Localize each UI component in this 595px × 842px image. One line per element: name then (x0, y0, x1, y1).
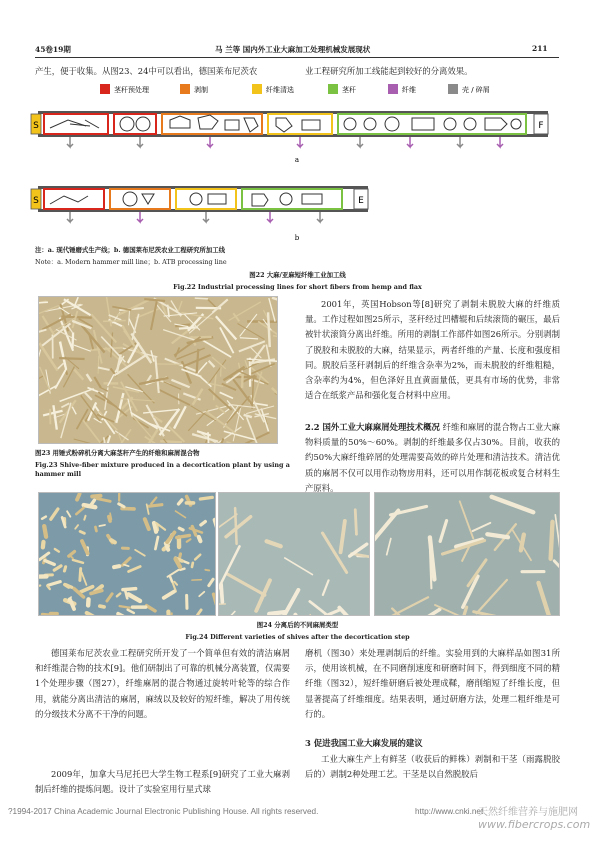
svg-text:a: a (294, 156, 300, 164)
manitoba-paragraph: 2009年，加拿大马尼托巴大学生物工程系[9]研究了工业大麻剥制后纤维的提炼问题。设计了实验室用行星式球 (35, 769, 290, 795)
svg-text:E: E (358, 196, 364, 206)
legend (100, 84, 490, 94)
flow-arrow (297, 137, 303, 147)
section-2-2-heading: 2.2 国外工业大麻麻屑处理技术概况 (305, 422, 440, 432)
svg-text:S: S (33, 121, 39, 131)
processing-line-b (31, 186, 368, 212)
legend-swatch (100, 84, 110, 94)
svg-text:b: b (294, 234, 300, 242)
fig22-caption-en: Fig.22 Industrial processing lines for short fibers from hemp and flax (173, 283, 422, 291)
fig23-caption-cn: 图23 用锤式粉碎机分离大麻茎秆产生的纤维和麻屑混合物 (35, 449, 200, 457)
fig24-caption-cn: 图24 分离后的不同麻屑类型 (256, 621, 339, 629)
watermark-cn: 天然纤维营养与施肥网 (478, 807, 578, 818)
legend-swatch (328, 84, 338, 94)
flow-arrow (357, 137, 363, 147)
flow-arrows-a (67, 137, 503, 147)
legend-label: 纤维 (402, 86, 416, 94)
processing-line-a (31, 111, 548, 137)
svg-text:S: S (33, 196, 39, 206)
fig22-note-cn: 注：a. 现代锤磨式生产线；b. 德国莱布尼茨农业工程研究所加工线 (35, 246, 226, 254)
hobson-paragraph: 2001年，英国Hobson等[8]研究了剥制未脱胶大麻的纤维质量。工作过程如图25所示，茎秆经过凹槽辊和后续滚筒的碾压，最后被针状滚筒分离出纤维。所用的剥制工作部件如图26所示。分别剥制了脱胶和未脱胶的大麻，结果显示，两者纤维的产量、长度和强度相同。脱胶后茎秆剥制后的纤维含杂率为2%，而未脱胶的纤维粗糙，含杂率约为4%，但色泽好且直黄面量低，更具有市场的优势，非常适合在纸浆产品和强化复合材料中应用。 (305, 299, 560, 401)
flow-arrow (267, 212, 273, 222)
legend-swatch (252, 84, 262, 94)
legend-label: 剥制 (194, 86, 208, 94)
flow-arrow (67, 212, 73, 222)
running-title: 马 兰等 国内外工业大麻加工处理机械发展现状 (215, 45, 371, 54)
section-3-text: 工业大麻生产上有鲜茎（收获后的鲜株）剥制和干茎（雨露脱胶后的）剥制2种处理工艺。干茎是以自然脱胶后 (305, 754, 560, 780)
fig22-caption-cn: 图22 大麻/亚麻短纤维工业加工线 (249, 271, 346, 279)
legend-label: 壳 / 碎屑 (462, 86, 490, 94)
section-2-2-text: 纤维和麻屑的混合物占工业大麻物料质量的50%～60%。剥制的纤维最多仅占30%。目前，收获的约50%大麻纤维碎屑的处理需要高效的碎片处理和清洁技术。清洁优质的麻屑不仅可以用作动物房用料，还可以用作制花板或复合材料生产原料。 (305, 422, 560, 493)
ball-mill-paragraph: 磨机（图30）来处理剥制后的纤维。实验用到的大麻样品如图31所示，使用该机械，在不同磨削速度和研磨时间下，得到细度不同的精纤维（图32），短纤维研磨后被处理成鞣，磨削缩短了纤维长度，但显著提高了纤维细度。结果表明，通过研磨方法，处理二粗纤维是可行的。 (305, 648, 560, 719)
fig24-caption-en: Fig.24 Different varieties of shives after the decortication step (185, 633, 410, 641)
legend-label: 纤维清选 (266, 86, 294, 94)
svg-text:F: F (538, 121, 544, 131)
page-number: 211 (532, 44, 548, 53)
flow-arrow (407, 137, 413, 147)
top-text-left: 产生，便于收集。从图23、24中可以看出，德国莱布尼茨农 (35, 66, 258, 76)
flow-arrow (457, 137, 463, 147)
flow-arrow (207, 137, 213, 147)
section-2-2 (305, 420, 560, 496)
top-text-right: 业工程研究所加工线能起到较好的分离效果。 (305, 66, 473, 76)
section-3-heading: 3 促进我国工业大麻发展的建议 (305, 738, 423, 748)
legend-swatch (448, 84, 458, 94)
fig22-note-en: Note：a. Modern hammer mill line；b. ATB processing line (35, 258, 227, 266)
legend-label: 茎秆预处理 (114, 86, 149, 94)
fig23-caption-en: Fig.23 Shive-fiber mixture produced in a decortication plant by using a hammer mill (35, 461, 290, 478)
flow-arrow (137, 137, 143, 147)
header-rule (35, 57, 559, 58)
flow-arrow (203, 212, 209, 222)
atb-paragraph: 德国莱布尼茨农业工程研究所开发了一个简单但有效的清洁麻屑和纤维混合物的技术[9]。他们研制出了可靠的机械分离装置，仅需要1个处理步骤（图27），纤维麻屑的混合物通过旋转叶轮等的综合作用，就能分离出清洁的麻屑，麻绒以及较好的短纤维，解决了用传统的分级技术分离不干净的问题。 (35, 648, 290, 719)
flow-arrows-b (67, 212, 323, 222)
flow-arrow (317, 212, 323, 222)
cnki-url: http://www.cnki.net (415, 807, 484, 816)
fig24-photo-left (38, 492, 216, 616)
processing-line-diagram (30, 80, 565, 245)
legend-swatch (388, 84, 398, 94)
volume-label: 45卷19期 (35, 45, 71, 54)
fig24-photo-right (374, 492, 560, 616)
copyright-footer: ?1994-2017 China Academic Journal Electronic Publishing House. All rights reserved. (8, 807, 319, 816)
flow-arrow (497, 137, 503, 147)
legend-swatch (180, 84, 190, 94)
fig23-photo (38, 296, 278, 444)
watermark-url: www.fibercrops.com (478, 818, 591, 831)
flow-arrow (67, 137, 73, 147)
flow-arrow (137, 212, 143, 222)
fig24-photo-middle (218, 492, 370, 616)
legend-label: 茎秆 (342, 86, 356, 94)
